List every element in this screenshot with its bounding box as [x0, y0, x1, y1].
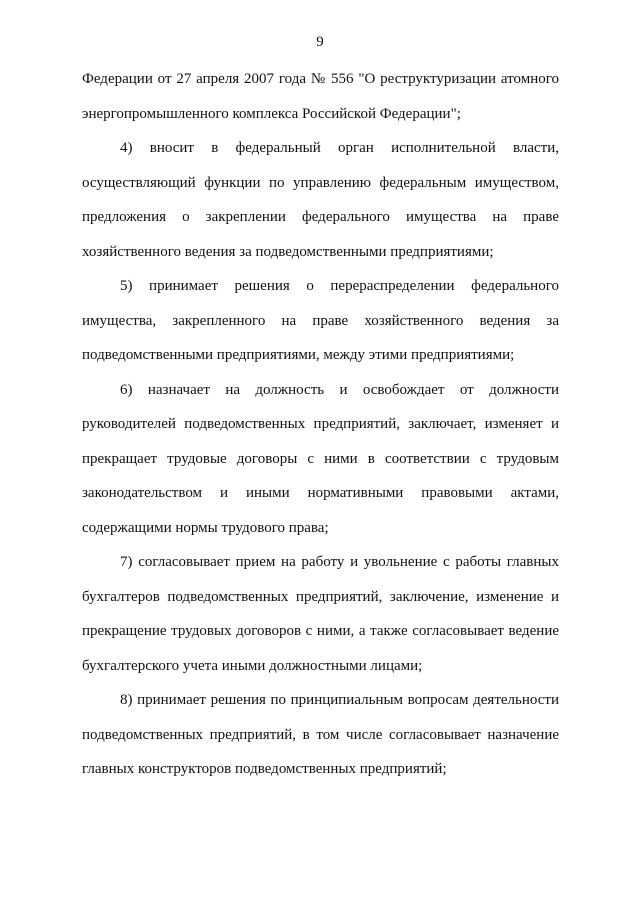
paragraph-item-5: 5) принимает решения о перераспределении федерального имущества, закрепленного на праве хозяйственного ведения за подведомственными предприятиями, между этими предприятиями;	[82, 278, 559, 363]
paragraph-item-8: 8) принимает решения по принципиальным вопросам деятельности подведомственных предприятий, в том числе согласовывает назначение главных конструкторов подведомственных предприятий;	[82, 692, 559, 777]
paragraph-item-7: 7) согласовывает прием на работу и увольнение с работы главных бухгалтеров подведомственных предприятий, заключение, изменение и прекращение трудовых договоров с ними, а также согласовывает ведение бухгалтерского учета иными должностными лицами;	[82, 554, 559, 674]
paragraph-item-4: 4) вносит в федеральный орган исполнительной власти, осуществляющий функции по управлению федеральным имуществом, предложения о закреплении федерального имущества на праве хозяйственного ведения за подведомственными предприятиями;	[82, 140, 559, 260]
paragraph-continuation: Федерации от 27 апреля 2007 года № 556 "О реструктуризации атомного энергопромышленного комплекса Российской Федерации";	[82, 71, 559, 122]
document-body	[82, 62, 559, 787]
paragraph-item-6: 6) назначает на должность и освобождает от должности руководителей подведомственных предприятий, заключает, изменяет и прекращает трудовые договоры с ними в соответствии с трудовым законодательством и иными нормативными правовыми актами, содержащими нормы трудового права;	[82, 381, 559, 536]
page-number: 9	[316, 34, 324, 50]
